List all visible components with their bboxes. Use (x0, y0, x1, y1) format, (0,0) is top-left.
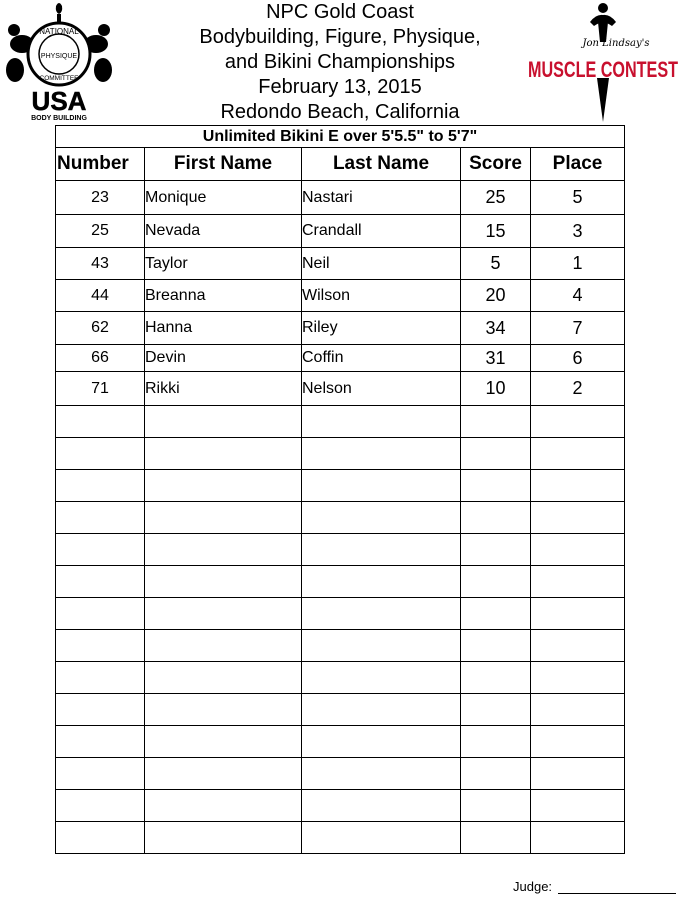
empty-cell (302, 566, 461, 598)
empty-cell (461, 502, 531, 534)
cell-place: 2 (531, 372, 625, 406)
empty-cell (56, 790, 145, 822)
empty-cell (56, 534, 145, 566)
empty-cell (145, 566, 302, 598)
table-row (56, 312, 625, 345)
npc-usa-logo (0, 0, 118, 122)
logo-npc-bottom-text: COMMITTEE (39, 75, 79, 82)
table-header-row (56, 148, 625, 181)
cell-first: Rikki (145, 372, 302, 406)
empty-row (56, 502, 625, 534)
cell-number: 71 (56, 372, 145, 406)
event-header (140, 0, 540, 125)
empty-row (56, 534, 625, 566)
empty-cell (56, 694, 145, 726)
empty-row (56, 566, 625, 598)
event-title-line2: and Bikini Championships (224, 51, 456, 73)
empty-cell (302, 822, 461, 854)
empty-row (56, 470, 625, 502)
empty-cell (302, 502, 461, 534)
empty-cell (302, 630, 461, 662)
empty-cell (145, 438, 302, 470)
empty-cell (461, 694, 531, 726)
empty-cell (461, 534, 531, 566)
cell-place: 5 (531, 181, 625, 215)
column-header-last-name: Last Name (302, 148, 461, 181)
cell-last: Nelson (302, 372, 461, 406)
empty-cell (56, 406, 145, 438)
cell-score: 25 (461, 181, 531, 215)
cell-place: 6 (531, 345, 625, 372)
empty-cell (145, 598, 302, 630)
column-header-number: Number (56, 148, 145, 181)
cell-place: 3 (531, 215, 625, 248)
empty-cell (145, 726, 302, 758)
empty-cell (302, 598, 461, 630)
empty-cell (531, 822, 625, 854)
cell-last: Crandall (302, 215, 461, 248)
event-location: Redondo Beach, California (220, 101, 460, 123)
empty-cell (302, 470, 461, 502)
empty-row (56, 630, 625, 662)
judge-label: Judge: (513, 879, 553, 894)
cell-last: Wilson (302, 280, 461, 312)
empty-cell (531, 406, 625, 438)
empty-cell (56, 502, 145, 534)
empty-row (56, 406, 625, 438)
table-row (56, 345, 625, 372)
empty-cell (531, 758, 625, 790)
empty-cell (461, 790, 531, 822)
empty-cell (531, 726, 625, 758)
cell-last: Riley (302, 312, 461, 345)
muscle-contest-logo (526, 0, 681, 124)
cell-score: 20 (461, 280, 531, 312)
empty-cell (531, 662, 625, 694)
results-table (55, 125, 625, 854)
empty-cell (302, 534, 461, 566)
empty-cell (56, 662, 145, 694)
cell-number: 44 (56, 280, 145, 312)
empty-cell (56, 822, 145, 854)
empty-row (56, 790, 625, 822)
cell-first: Hanna (145, 312, 302, 345)
empty-cell (461, 566, 531, 598)
empty-cell (461, 598, 531, 630)
cell-place: 7 (531, 312, 625, 345)
division-title: Unlimited Bikini E over 5'5.5" to 5'7" (56, 126, 625, 148)
column-header-score: Score (461, 148, 531, 181)
cell-score: 5 (461, 248, 531, 280)
cell-first: Monique (145, 181, 302, 215)
empty-cell (531, 438, 625, 470)
empty-cell (302, 758, 461, 790)
empty-cell (302, 406, 461, 438)
empty-cell (145, 758, 302, 790)
empty-cell (531, 598, 625, 630)
cell-number: 25 (56, 215, 145, 248)
empty-cell (56, 470, 145, 502)
logo-npc-middle-text: PHYSIQUE (40, 53, 78, 60)
column-header-place: Place (531, 148, 625, 181)
empty-row (56, 438, 625, 470)
empty-cell (302, 662, 461, 694)
empty-cell (56, 598, 145, 630)
logo-npc-top-text: NATIONAL (39, 27, 79, 36)
empty-cell (531, 502, 625, 534)
empty-row (56, 822, 625, 854)
cell-score: 31 (461, 345, 531, 372)
empty-cell (56, 566, 145, 598)
empty-cell (302, 726, 461, 758)
empty-row (56, 758, 625, 790)
cell-last: Coffin (302, 345, 461, 372)
table-row (56, 372, 625, 406)
empty-cell (56, 726, 145, 758)
table-row (56, 181, 625, 215)
cell-score: 34 (461, 312, 531, 345)
empty-cell (531, 470, 625, 502)
empty-cell (302, 694, 461, 726)
judge-signature-line (558, 881, 676, 894)
empty-cell (145, 790, 302, 822)
cell-place: 1 (531, 248, 625, 280)
cell-score: 15 (461, 215, 531, 248)
empty-cell (145, 662, 302, 694)
empty-cell (461, 630, 531, 662)
cell-number: 66 (56, 345, 145, 372)
cell-first: Devin (145, 345, 302, 372)
cell-first: Nevada (145, 215, 302, 248)
logo-usa-text: USA (31, 86, 87, 116)
empty-cell (302, 790, 461, 822)
empty-cell (145, 822, 302, 854)
logo-muscle-contest-text: MUSCLE CONTEST (528, 57, 679, 82)
cell-number: 43 (56, 248, 145, 280)
cell-number: 62 (56, 312, 145, 345)
empty-cell (531, 694, 625, 726)
empty-cell (461, 470, 531, 502)
empty-cell (461, 822, 531, 854)
empty-cell (461, 438, 531, 470)
empty-cell (56, 438, 145, 470)
empty-cell (145, 534, 302, 566)
table-row (56, 280, 625, 312)
table-row (56, 215, 625, 248)
event-date: February 13, 2015 (258, 76, 422, 98)
empty-cell (56, 758, 145, 790)
empty-cell (56, 630, 145, 662)
judge-signature (513, 879, 676, 894)
empty-cell (531, 630, 625, 662)
empty-row (56, 598, 625, 630)
empty-cell (302, 438, 461, 470)
cell-number: 23 (56, 181, 145, 215)
cell-first: Taylor (145, 248, 302, 280)
empty-cell (531, 534, 625, 566)
empty-cell (531, 566, 625, 598)
empty-cell (145, 630, 302, 662)
table-row (56, 248, 625, 280)
cell-score: 10 (461, 372, 531, 406)
empty-cell (531, 790, 625, 822)
empty-cell (461, 758, 531, 790)
empty-cell (461, 726, 531, 758)
column-header-first-name: First Name (145, 148, 302, 181)
empty-cell (461, 406, 531, 438)
empty-row (56, 662, 625, 694)
logo-body-building-text: BODY BUILDING (31, 115, 87, 122)
cell-last: Nastari (302, 181, 461, 215)
empty-cell (145, 502, 302, 534)
event-title-line1: Bodybuilding, Figure, Physique, (199, 26, 481, 48)
cell-first: Breanna (145, 280, 302, 312)
empty-cell (461, 662, 531, 694)
empty-cell (145, 406, 302, 438)
empty-row (56, 726, 625, 758)
cell-place: 4 (531, 280, 625, 312)
logo-script-text: Jon Lindsay's (582, 38, 650, 49)
cell-last: Neil (302, 248, 461, 280)
event-org: NPC Gold Coast (266, 1, 414, 23)
empty-cell (145, 470, 302, 502)
empty-row (56, 694, 625, 726)
empty-cell (145, 694, 302, 726)
